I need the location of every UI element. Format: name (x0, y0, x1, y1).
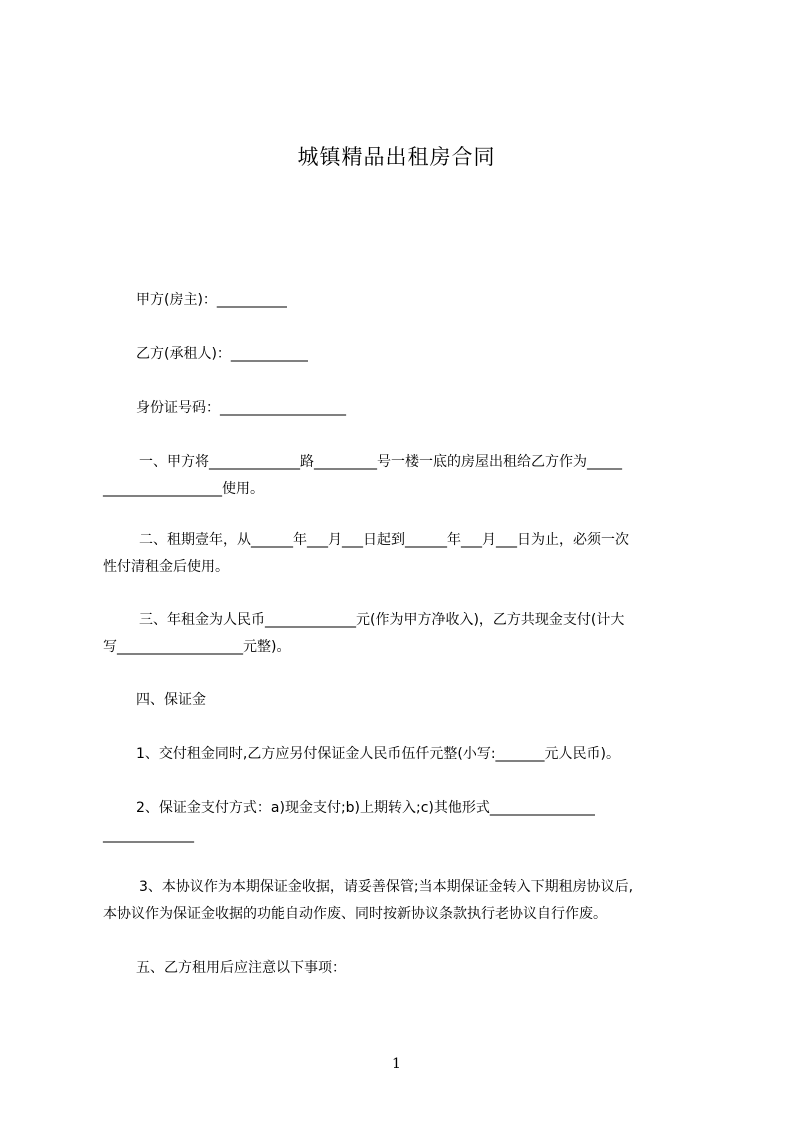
party-b-line: 乙方(承租人)：___________ (136, 346, 308, 362)
page-number: 1 (392, 1056, 401, 1072)
clause-4-heading: 四、保证金 (136, 692, 206, 708)
clause-1-line-1: 一、甲方将_____________路_________号一楼一底的房屋出租给乙方作为_____ (139, 454, 622, 470)
document-title: 城镇精品出租房合同 (297, 145, 496, 169)
clause-2-line-1: 二、租期壹年，从______年___月___日起到______年___月___日为止，必须一次 (139, 532, 629, 548)
clause-4-item-3-line-1: 3、本协议作为本期保证金收据，请妥善保管;当本期保证金转入下期租房协议后, (139, 879, 634, 895)
clause-1-line-2: _________________使用。 (103, 481, 264, 497)
clause-5-heading: 五、乙方租用后应注意以下事项： (136, 960, 346, 976)
clause-4-item-2-line-1: 2、保证金支付方式：a)现金支付;b)上期转入;c)其他形式_______________ (136, 800, 595, 816)
clause-3-line-1: 三、年租金为人民币_____________元(作为甲方净收入)，乙方共现金支付(计大 (139, 612, 625, 628)
clause-3-line-2: 写__________________元整)。 (103, 639, 291, 655)
party-a-line: 甲方(房主)：__________ (136, 292, 287, 308)
clause-2-line-2: 性付清租金后使用。 (103, 559, 229, 575)
id-number-line: 身份证号码：__________________ (136, 400, 346, 416)
clause-4-item-2-line-2: _____________ (103, 827, 194, 843)
clause-4-item-3-line-2: 本协议作为保证金收据的功能自动作废、同时按新协议条款执行老协议自行作废。 (103, 906, 607, 922)
clause-4-item-1: 1、交付租金同时,乙方应另付保证金人民币伍仟元整(小写:_______元人民币)。 (136, 746, 620, 762)
